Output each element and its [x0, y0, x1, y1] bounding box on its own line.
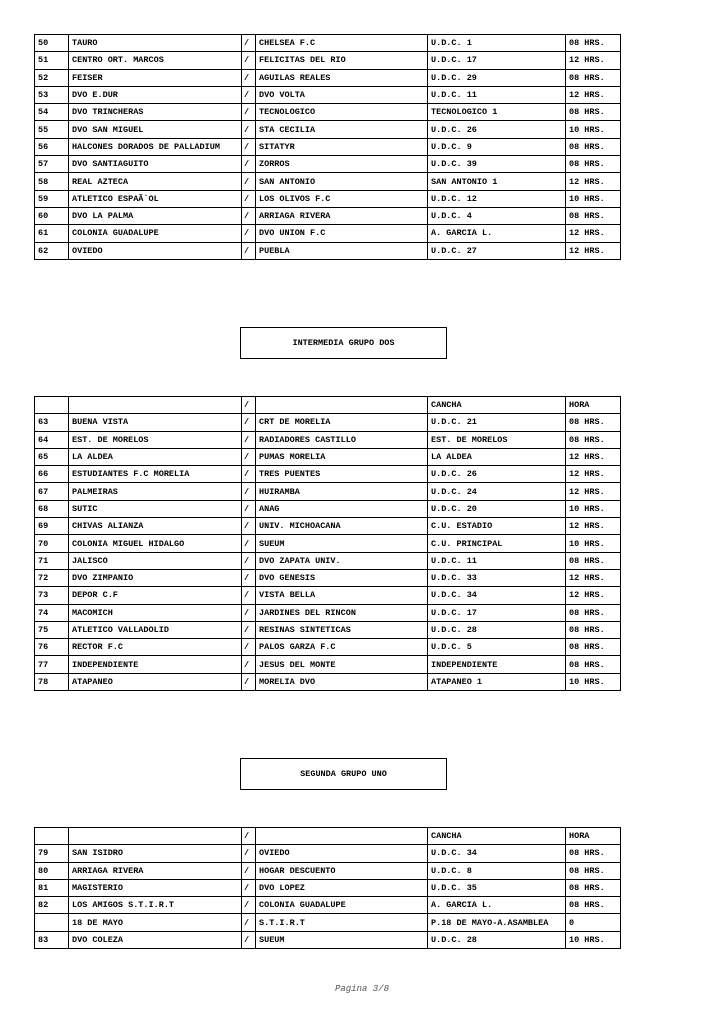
table-row [35, 121, 621, 138]
separator-cell: / [242, 448, 256, 465]
separator-cell: / [242, 52, 256, 69]
table-header-row [35, 397, 621, 414]
field-cell: ATAPANEO 1 [428, 673, 566, 690]
table-row [35, 431, 621, 448]
home-team-cell: ATLETICO ESPAÃ`OL [69, 190, 242, 207]
field-cell: U.D.C. 26 [428, 121, 566, 138]
away-team-cell: RESINAS SINTETICAS [256, 621, 428, 638]
table-row [35, 156, 621, 173]
separator-cell: / [242, 845, 256, 862]
table-row [35, 190, 621, 207]
home-team-cell: EST. DE MORELOS [69, 431, 242, 448]
away-team-cell: ARRIAGA RIVERA [256, 207, 428, 224]
match-number-cell: 63 [35, 414, 69, 431]
away-team-cell: DVO VOLTA [256, 86, 428, 103]
match-number-cell: 73 [35, 587, 69, 604]
field-cell: U.D.C. 17 [428, 52, 566, 69]
table-row [35, 104, 621, 121]
match-number-cell: 83 [35, 931, 69, 948]
field-cell: TECNOLOGICO 1 [428, 104, 566, 121]
match-number-cell: 56 [35, 138, 69, 155]
separator-cell: / [242, 828, 256, 845]
home-team-cell: ATAPANEO [69, 673, 242, 690]
field-cell: U.D.C. 34 [428, 845, 566, 862]
separator-cell: / [242, 639, 256, 656]
match-number-cell: 75 [35, 621, 69, 638]
schedule-table-continued [34, 34, 621, 260]
match-number-cell: 72 [35, 569, 69, 586]
table-row [35, 414, 621, 431]
match-number-cell: 79 [35, 845, 69, 862]
table-row [35, 897, 621, 914]
separator-cell: / [242, 104, 256, 121]
match-number-cell: 55 [35, 121, 69, 138]
away-team-cell: UNIV. MICHOACANA [256, 518, 428, 535]
home-team-cell: MAGISTERIO [69, 879, 242, 896]
away-team-cell: SAN ANTONIO [256, 173, 428, 190]
home-team-cell: CHIVAS ALIANZA [69, 518, 242, 535]
away-team-cell: SITATYR [256, 138, 428, 155]
away-team-cell: JESUS DEL MONTE [256, 656, 428, 673]
separator-cell: / [242, 431, 256, 448]
field-cell: U.D.C. 24 [428, 483, 566, 500]
time-cell: 0 [566, 914, 621, 931]
time-cell: 12 HRS. [566, 448, 621, 465]
away-team-cell: MORELIA DVO [256, 673, 428, 690]
match-number-cell: 58 [35, 173, 69, 190]
field-cell: U.D.C. 8 [428, 862, 566, 879]
away-team-cell: TRES PUENTES [256, 466, 428, 483]
table-row [35, 466, 621, 483]
home-team-cell: DVO TRINCHERAS [69, 104, 242, 121]
home-team-cell: PALMEIRAS [69, 483, 242, 500]
field-cell: P.18 DE MAYO-A.ASAMBLEA [428, 914, 566, 931]
table-row [35, 242, 621, 259]
time-cell: 08 HRS. [566, 621, 621, 638]
time-cell: 10 HRS. [566, 190, 621, 207]
separator-cell: / [242, 483, 256, 500]
time-cell: 12 HRS. [566, 483, 621, 500]
away-team-cell: JARDINES DEL RINCON [256, 604, 428, 621]
time-cell: 08 HRS. [566, 414, 621, 431]
match-number-cell: 70 [35, 535, 69, 552]
time-cell: 12 HRS. [566, 242, 621, 259]
away-team-cell: ANAG [256, 500, 428, 517]
home-team-cell: INDEPENDIENTE [69, 656, 242, 673]
away-team-cell: SUEUM [256, 535, 428, 552]
table-row [35, 569, 621, 586]
time-cell: 12 HRS. [566, 518, 621, 535]
time-cell: 08 HRS. [566, 156, 621, 173]
time-cell: 12 HRS. [566, 569, 621, 586]
separator-cell: / [242, 931, 256, 948]
separator-cell: / [242, 156, 256, 173]
match-number-cell: 78 [35, 673, 69, 690]
time-cell: HORA [566, 828, 621, 845]
field-cell: INDEPENDIENTE [428, 656, 566, 673]
separator-cell: / [242, 621, 256, 638]
field-cell: U.D.C. 35 [428, 879, 566, 896]
home-team-cell: 18 DE MAYO [69, 914, 242, 931]
separator-cell: / [242, 673, 256, 690]
schedule-table-segunda-grupo-uno [34, 827, 621, 949]
table-row [35, 207, 621, 224]
field-cell: A. GARCIA L. [428, 897, 566, 914]
table-row [35, 35, 621, 52]
table-row [35, 879, 621, 896]
away-team-cell: AGUILAS REALES [256, 69, 428, 86]
field-cell: C.U. PRINCIPAL [428, 535, 566, 552]
away-team-cell: SUEUM [256, 931, 428, 948]
away-team-cell [256, 397, 428, 414]
field-cell: U.D.C. 12 [428, 190, 566, 207]
separator-cell: / [242, 35, 256, 52]
time-cell: 08 HRS. [566, 656, 621, 673]
home-team-cell: BUENA VISTA [69, 414, 242, 431]
home-team-cell: ESTUDIANTES F.C MORELIA [69, 466, 242, 483]
match-number-cell: 82 [35, 897, 69, 914]
match-number-cell: 59 [35, 190, 69, 207]
away-team-cell: PALOS GARZA F.C [256, 639, 428, 656]
separator-cell: / [242, 138, 256, 155]
away-team-cell: ZORROS [256, 156, 428, 173]
match-number-cell [35, 397, 69, 414]
away-team-cell: DVO ZAPATA UNIV. [256, 552, 428, 569]
home-team-cell [69, 397, 242, 414]
match-number-cell: 57 [35, 156, 69, 173]
table-row [35, 138, 621, 155]
separator-cell: / [242, 587, 256, 604]
match-number-cell: 67 [35, 483, 69, 500]
home-team-cell: CENTRO ORT. MARCOS [69, 52, 242, 69]
home-team-cell: LA ALDEA [69, 448, 242, 465]
home-team-cell: DVO LA PALMA [69, 207, 242, 224]
separator-cell: / [242, 604, 256, 621]
time-cell: 08 HRS. [566, 862, 621, 879]
home-team-cell: SAN ISIDRO [69, 845, 242, 862]
time-cell: 12 HRS. [566, 86, 621, 103]
home-team-cell: OVIEDO [69, 242, 242, 259]
separator-cell: / [242, 862, 256, 879]
field-cell: EST. DE MORELOS [428, 431, 566, 448]
away-team-cell: OVIEDO [256, 845, 428, 862]
home-team-cell: HALCONES DORADOS DE PALLADIUM [69, 138, 242, 155]
away-team-cell: VISTA BELLA [256, 587, 428, 604]
table-row [35, 656, 621, 673]
separator-cell: / [242, 86, 256, 103]
match-number-cell: 61 [35, 225, 69, 242]
home-team-cell: ATLETICO VALLADOLID [69, 621, 242, 638]
home-team-cell: DVO SAN MIGUEL [69, 121, 242, 138]
home-team-cell: MACOMICH [69, 604, 242, 621]
away-team-cell: PUMAS MORELIA [256, 448, 428, 465]
time-cell: 10 HRS. [566, 535, 621, 552]
field-cell: C.U. ESTADIO [428, 518, 566, 535]
match-number-cell: 76 [35, 639, 69, 656]
table-header-row [35, 828, 621, 845]
field-cell: SAN ANTONIO 1 [428, 173, 566, 190]
table-row [35, 518, 621, 535]
table-row [35, 535, 621, 552]
schedule-table-intermedia-grupo-dos [34, 396, 621, 691]
home-team-cell: RECTOR F.C [69, 639, 242, 656]
away-team-cell: LOS OLIVOS F.C [256, 190, 428, 207]
page-number: Pagina 3/8 [334, 984, 389, 994]
field-cell: U.D.C. 21 [428, 414, 566, 431]
field-cell: U.D.C. 39 [428, 156, 566, 173]
match-number-cell: 62 [35, 242, 69, 259]
match-number-cell: 80 [35, 862, 69, 879]
time-cell: 10 HRS. [566, 931, 621, 948]
separator-cell: / [242, 500, 256, 517]
home-team-cell: REAL AZTECA [69, 173, 242, 190]
away-team-cell: CRT DE MORELIA [256, 414, 428, 431]
table-row [35, 448, 621, 465]
match-number-cell: 71 [35, 552, 69, 569]
away-team-cell: CHELSEA F.C [256, 35, 428, 52]
home-team-cell: JALISCO [69, 552, 242, 569]
field-cell: U.D.C. 28 [428, 931, 566, 948]
table-row [35, 673, 621, 690]
match-number-cell: 66 [35, 466, 69, 483]
home-team-cell: COLONIA GUADALUPE [69, 225, 242, 242]
away-team-cell: HOGAR DESCUENTO [256, 862, 428, 879]
match-number-cell: 64 [35, 431, 69, 448]
time-cell: 08 HRS. [566, 845, 621, 862]
separator-cell: / [242, 535, 256, 552]
field-cell: U.D.C. 26 [428, 466, 566, 483]
time-cell: HORA [566, 397, 621, 414]
table-row [35, 173, 621, 190]
separator-cell: / [242, 397, 256, 414]
separator-cell: / [242, 225, 256, 242]
table-row [35, 931, 621, 948]
time-cell: 12 HRS. [566, 225, 621, 242]
separator-cell: / [242, 914, 256, 931]
time-cell: 08 HRS. [566, 604, 621, 621]
separator-cell: / [242, 190, 256, 207]
field-cell: U.D.C. 27 [428, 242, 566, 259]
separator-cell: / [242, 414, 256, 431]
separator-cell: / [242, 897, 256, 914]
field-cell: U.D.C. 5 [428, 639, 566, 656]
match-number-cell: 74 [35, 604, 69, 621]
match-number-cell: 60 [35, 207, 69, 224]
home-team-cell [69, 828, 242, 845]
away-team-cell: RADIADORES CASTILLO [256, 431, 428, 448]
home-team-cell: COLONIA MIGUEL HIDALGO [69, 535, 242, 552]
home-team-cell: DVO COLEZA [69, 931, 242, 948]
home-team-cell: LOS AMIGOS S.T.I.R.T [69, 897, 242, 914]
time-cell: 08 HRS. [566, 431, 621, 448]
time-cell: 08 HRS. [566, 552, 621, 569]
table-row [35, 639, 621, 656]
time-cell: 08 HRS. [566, 138, 621, 155]
separator-cell: / [242, 69, 256, 86]
separator-cell: / [242, 552, 256, 569]
time-cell: 08 HRS. [566, 879, 621, 896]
time-cell: 08 HRS. [566, 69, 621, 86]
home-team-cell: DVO SANTIAGUITO [69, 156, 242, 173]
separator-cell: / [242, 121, 256, 138]
match-number-cell: 69 [35, 518, 69, 535]
match-number-cell: 65 [35, 448, 69, 465]
table-row [35, 914, 621, 931]
table-row [35, 225, 621, 242]
time-cell: 08 HRS. [566, 897, 621, 914]
table-row [35, 483, 621, 500]
field-cell: U.D.C. 33 [428, 569, 566, 586]
home-team-cell: SUTIC [69, 500, 242, 517]
separator-cell: / [242, 207, 256, 224]
separator-cell: / [242, 656, 256, 673]
table-row [35, 552, 621, 569]
time-cell: 12 HRS. [566, 173, 621, 190]
field-cell: U.D.C. 34 [428, 587, 566, 604]
away-team-cell: PUEBLA [256, 242, 428, 259]
away-team-cell: DVO LOPEZ [256, 879, 428, 896]
match-number-cell: 51 [35, 52, 69, 69]
separator-cell: / [242, 466, 256, 483]
away-team-cell: DVO UNION F.C [256, 225, 428, 242]
match-number-cell: 77 [35, 656, 69, 673]
match-number-cell: 68 [35, 500, 69, 517]
field-cell: U.D.C. 29 [428, 69, 566, 86]
field-cell: U.D.C. 20 [428, 500, 566, 517]
time-cell: 08 HRS. [566, 207, 621, 224]
field-cell: LA ALDEA [428, 448, 566, 465]
match-number-cell [35, 914, 69, 931]
away-team-cell: S.T.I.R.T [256, 914, 428, 931]
field-cell: U.D.C. 1 [428, 35, 566, 52]
home-team-cell: FEISER [69, 69, 242, 86]
time-cell: 08 HRS. [566, 639, 621, 656]
field-cell: U.D.C. 4 [428, 207, 566, 224]
match-number-cell: 54 [35, 104, 69, 121]
time-cell: 12 HRS. [566, 52, 621, 69]
away-team-cell: FELICITAS DEL RIO [256, 52, 428, 69]
home-team-cell: DVO E.DUR [69, 86, 242, 103]
time-cell: 08 HRS. [566, 35, 621, 52]
separator-cell: / [242, 518, 256, 535]
away-team-cell: STA CECILIA [256, 121, 428, 138]
away-team-cell: HUIRAMBA [256, 483, 428, 500]
separator-cell: / [242, 242, 256, 259]
match-number-cell: 81 [35, 879, 69, 896]
time-cell: 10 HRS. [566, 673, 621, 690]
field-cell: U.D.C. 11 [428, 552, 566, 569]
table-row [35, 604, 621, 621]
section-title-segunda-grupo-uno: SEGUNDA GRUPO UNO [240, 758, 447, 790]
separator-cell: / [242, 569, 256, 586]
field-cell: U.D.C. 11 [428, 86, 566, 103]
match-number-cell: 53 [35, 86, 69, 103]
table-row [35, 621, 621, 638]
away-team-cell [256, 828, 428, 845]
home-team-cell: DVO ZIMPANIO [69, 569, 242, 586]
field-cell: A. GARCIA L. [428, 225, 566, 242]
separator-cell: / [242, 173, 256, 190]
section-title-intermedia-grupo-dos: INTERMEDIA GRUPO DOS [240, 327, 447, 359]
time-cell: 10 HRS. [566, 121, 621, 138]
away-team-cell: DVO GENESIS [256, 569, 428, 586]
match-number-cell [35, 828, 69, 845]
table-row [35, 862, 621, 879]
table-row [35, 587, 621, 604]
time-cell: 08 HRS. [566, 104, 621, 121]
field-cell: U.D.C. 17 [428, 604, 566, 621]
away-team-cell: TECNOLOGICO [256, 104, 428, 121]
time-cell: 12 HRS. [566, 466, 621, 483]
separator-cell: / [242, 879, 256, 896]
match-number-cell: 52 [35, 69, 69, 86]
field-cell: U.D.C. 28 [428, 621, 566, 638]
field-cell: CANCHA [428, 397, 566, 414]
table-row [35, 500, 621, 517]
field-cell: CANCHA [428, 828, 566, 845]
table-row [35, 86, 621, 103]
time-cell: 10 HRS. [566, 500, 621, 517]
table-row [35, 52, 621, 69]
time-cell: 12 HRS. [566, 587, 621, 604]
home-team-cell: DEPOR C.F [69, 587, 242, 604]
field-cell: U.D.C. 9 [428, 138, 566, 155]
home-team-cell: TAURO [69, 35, 242, 52]
home-team-cell: ARRIAGA RIVERA [69, 862, 242, 879]
away-team-cell: COLONIA GUADALUPE [256, 897, 428, 914]
table-row [35, 69, 621, 86]
table-row [35, 845, 621, 862]
match-number-cell: 50 [35, 35, 69, 52]
